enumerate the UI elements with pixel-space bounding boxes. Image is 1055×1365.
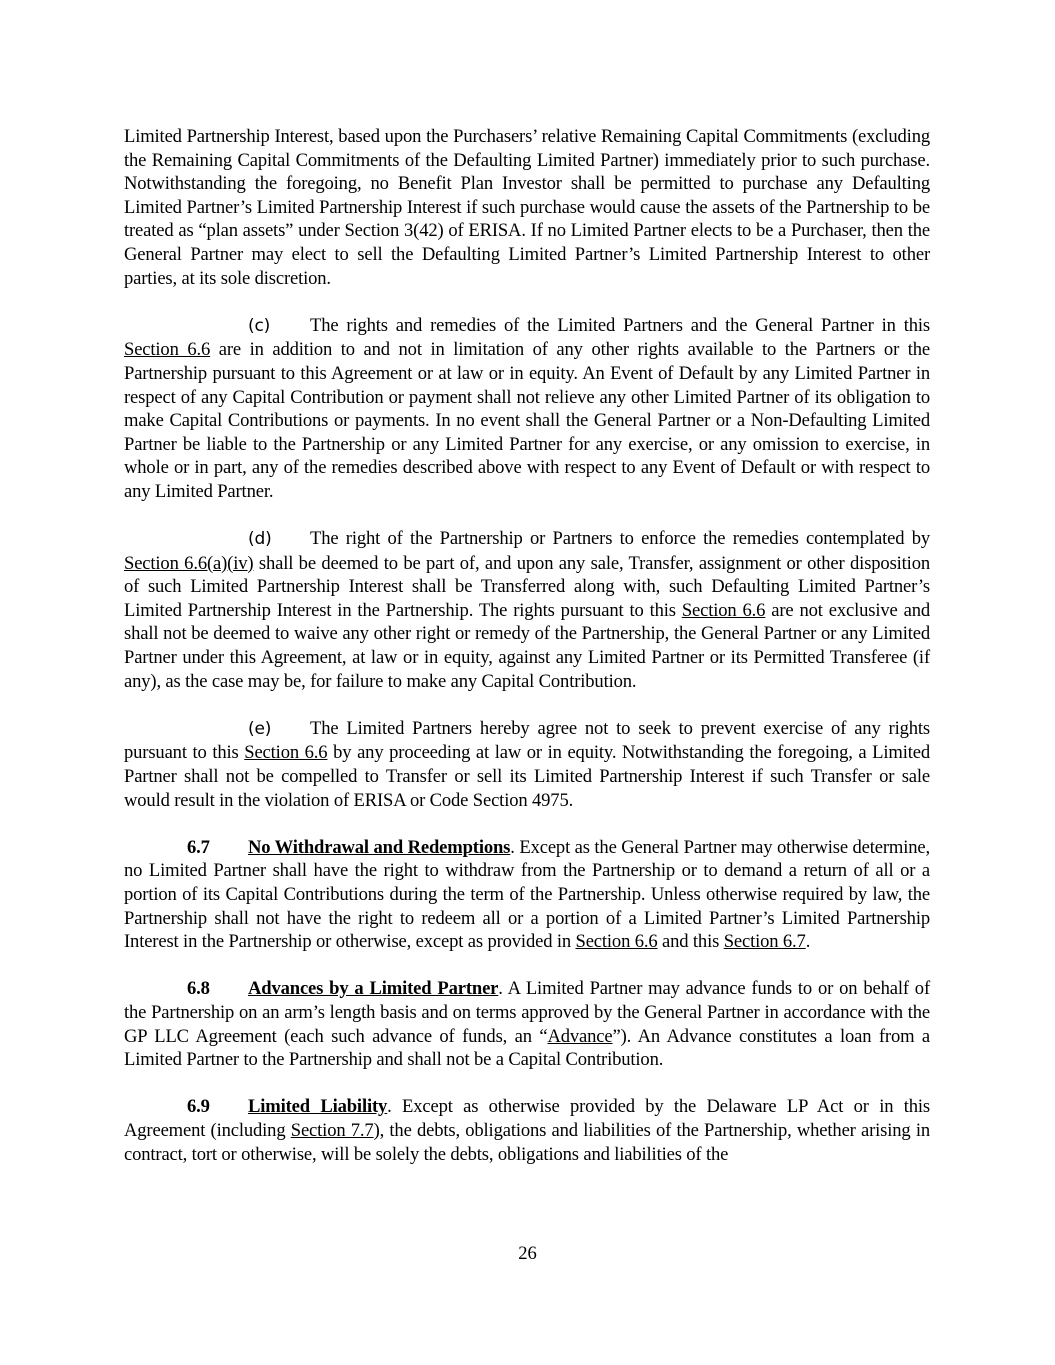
paragraph-text: . <box>805 931 811 953</box>
subsection-marker: (d) <box>248 529 272 550</box>
section-reference: Section 7.7 <box>290 1119 374 1141</box>
paragraph-6-6-c <box>124 314 930 504</box>
paragraph-text: . Except as the General Partner may otherwise determine, no Limited Partner shall have the right to withdraw from the Partnership or to demand a return of all or a portion of its Capital Contributions during the term of the Partnership. Unless otherwise required by law, the Partnership shall not have the right to redeem all or a portion of a Limited Partner’s Limited Partnership Interest in the Partnership or otherwise, except as provided in <box>124 836 930 953</box>
section-heading: Advances by a Limited Partner <box>248 978 499 1000</box>
section-heading: No Withdrawal and Redemptions <box>248 836 511 858</box>
paragraph-text: The Limited Partners hereby agree not to seek to prevent exercise of any rights pursuant to this <box>124 717 930 764</box>
paragraph-carryover <box>124 125 930 290</box>
paragraph-6-6-d <box>124 527 930 693</box>
paragraph-text: Limited Partnership Interest, based upon the Purchasers’ relative Remaining Capital Commitments (excluding the Remaining Capital Commitments of the Defaulting Limited Partner) immediately prior to such purchase. Notwithstanding the foregoing, no Benefit Plan Investor shall be permitted to purchase any Defaulting Limited Partner’s Limited Partnership Interest if such purchase would cause the assets of the Partnership to be treated as “plan assets” under Section 3(42) of ERISA. If no Limited Partner elects to be a Purchaser, then the General Partner may elect to sell the Defaulting Limited Partner’s Limited Partnership Interest to other parties, at its sole discretion. <box>124 126 930 289</box>
paragraph-text: are not exclusive and shall not be deemed to waive any other right or remedy of the Partnership, the General Partner or any Limited Partner under this Agreement, at law or in equity, against any Limited Partner or its Permitted Transferee (if any), as the case may be, for failure to make any Capital Contribution. <box>124 599 930 692</box>
paragraph-text: . Except as otherwise provided by the Delaware LP Act or in this Agreement (including <box>124 1096 930 1141</box>
section-heading: Limited Liability <box>248 1096 388 1118</box>
paragraph-text: are in addition to and not in limitation of any other rights available to the Partners or the Partnership pursuant to this Agreement or at law or in equity. An Event of Default by any Limited Partner in respect of any Capital Contribution or payment shall not relieve any other Limited Partner of its obligation to make Capital Contributions or payments. In no event shall the General Partner or a Non-Defaulting Limited Partner be liable to the Partnership or any Limited Partner for any exercise, or any omission to exercise, in whole or in part, any of the remedies described above with respect to any Event of Default or with respect to any Limited Partner. <box>124 339 930 502</box>
subsection-marker: (e) <box>248 718 272 739</box>
page-number: 26 <box>518 1243 537 1264</box>
section-reference: Section 6.6 <box>124 339 211 361</box>
paragraph-text: . A Limited Partner may advance funds to or on behalf of the Partnership on an arm’s length basis and on terms approved by the General Partner in accordance with the GP LLC Agreement (each such advance of funds, an “ <box>124 978 930 1047</box>
section-reference: Section 6.6 <box>575 931 658 953</box>
subsection-marker: (c) <box>248 315 271 336</box>
paragraph-text: by any proceeding at law or in equity. Notwithstanding the foregoing, a Limited Partner shall not be compelled to Transfer or sell its Limited Partnership Interest if such Transfer or sale would result in the violation of ERISA or Code Section 4975. <box>124 742 930 811</box>
section-6-7 <box>124 836 930 954</box>
paragraph-text: The right of the Partnership or Partners to enforce the remedies contemplated by <box>310 528 930 550</box>
paragraph-text: The rights and remedies of the Limited Partners and the General Partner in this <box>310 314 930 336</box>
section-6-8 <box>124 977 930 1071</box>
paragraph-text: and this <box>657 931 724 953</box>
document-page <box>124 125 930 1190</box>
defined-term: Advance <box>547 1025 613 1047</box>
section-number: 6.8 <box>187 978 210 1000</box>
section-number: 6.7 <box>187 836 210 858</box>
paragraph-text: shall be deemed to be part of, and upon any sale, Transfer, assignment or other disposition of such Limited Partnership Interest shall be Transferred along with, such Defaulting Limited Partner’s Limited Partnership Interest in the Partnership. The rights pursuant to this <box>124 552 930 621</box>
section-number: 6.9 <box>187 1096 210 1118</box>
section-6-9 <box>124 1095 930 1166</box>
section-reference: Section 6.7 <box>723 931 806 953</box>
paragraph-text: ”). An Advance constitutes a loan from a Limited Partner to the Partnership and shall not be a Capital Contribution. <box>124 1025 930 1071</box>
paragraph-text: ), the debts, obligations and liabilities of the Partnership, whether arising in contract, tort or otherwise, will be solely the debts, obligations and liabilities of the <box>124 1119 931 1165</box>
paragraph-6-6-e <box>124 717 930 812</box>
section-reference: Section 6.6 <box>244 742 328 764</box>
section-reference: Section 6.6(a)(iv) <box>124 552 254 574</box>
section-reference: Section 6.6 <box>681 599 766 621</box>
